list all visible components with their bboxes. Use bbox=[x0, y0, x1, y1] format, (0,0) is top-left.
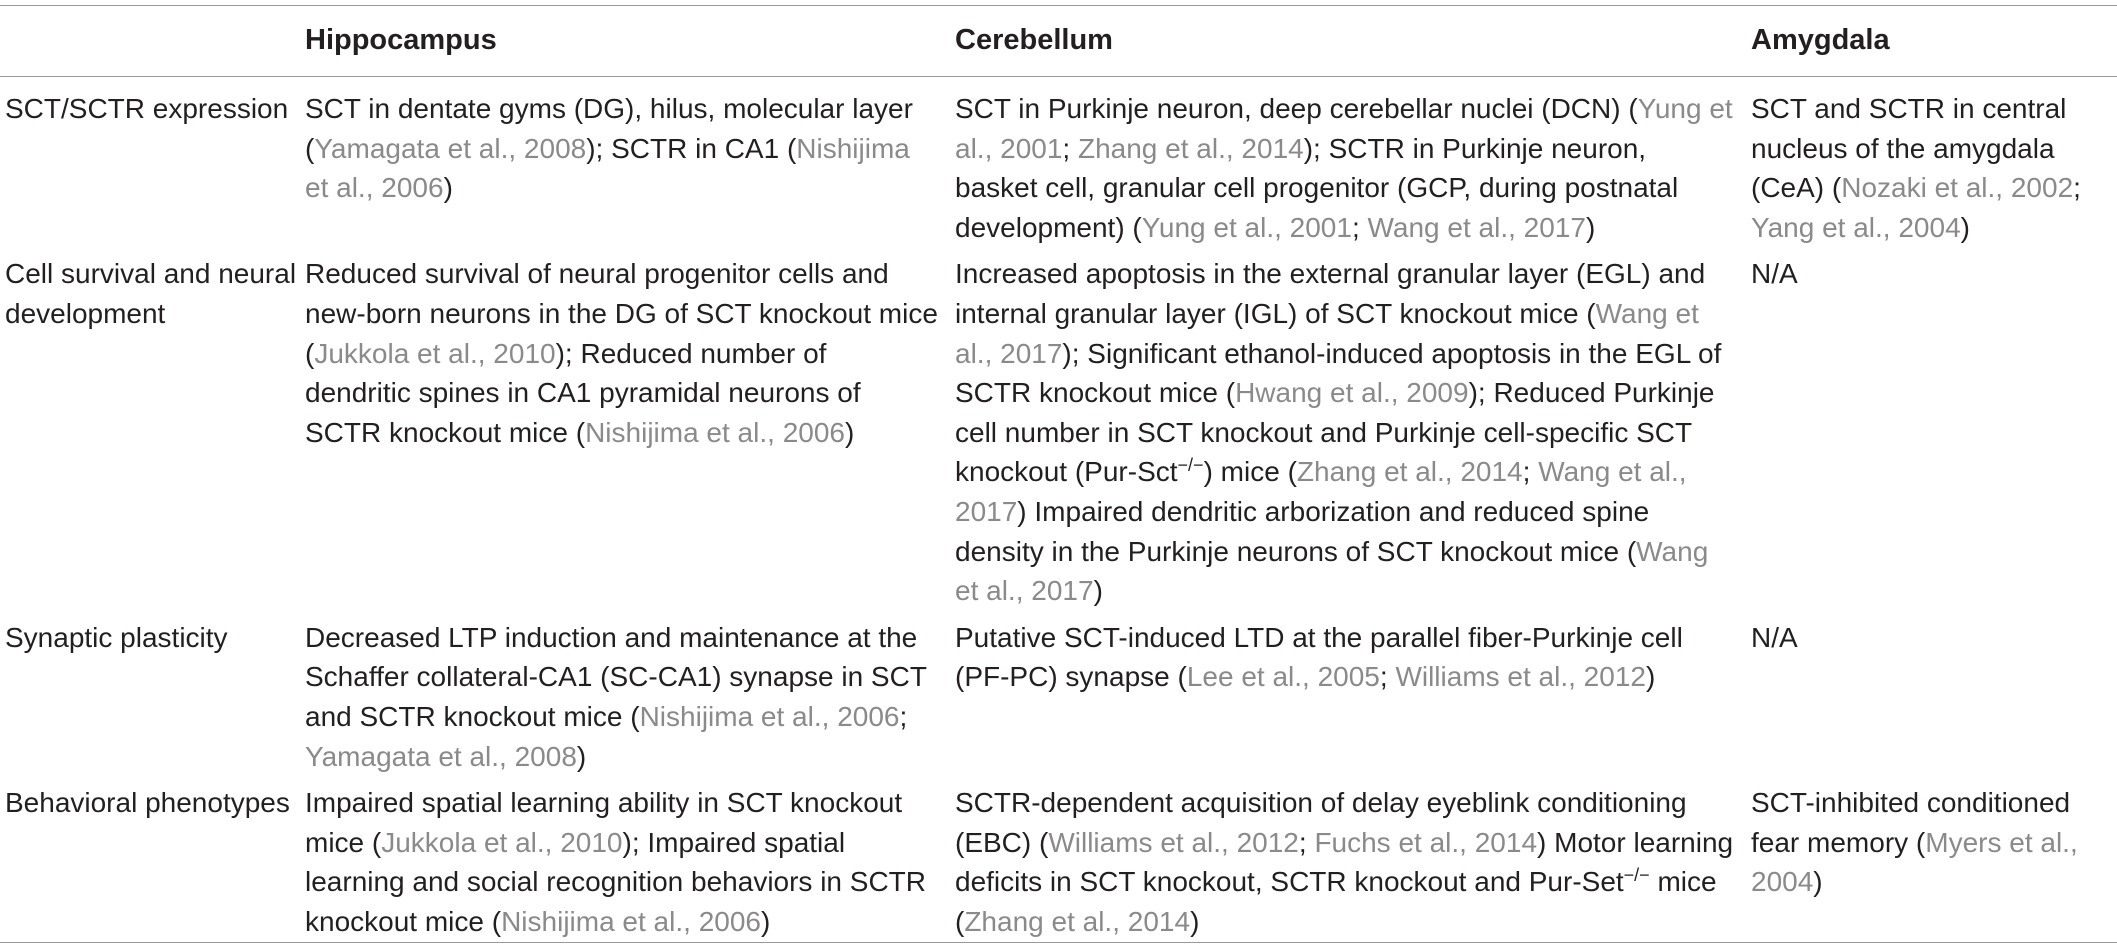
cell-text: SCT in Purkinje neuron, deep cerebellar nuclei (DCN) ( bbox=[955, 93, 1638, 124]
citation-reference[interactable]: Wang et al., 2017 bbox=[1367, 211, 1586, 243]
cell-cerebellum bbox=[950, 247, 1746, 610]
cell-text: Impaired spatial learning ability in SCT knockout mice ( bbox=[305, 787, 903, 858]
cell-hippocampus bbox=[300, 611, 950, 776]
header-empty bbox=[0, 6, 300, 77]
cell-text: ; bbox=[1379, 661, 1396, 693]
secretin-function-table bbox=[0, 5, 2117, 941]
cell-text: ; bbox=[2073, 172, 2081, 204]
citation-reference[interactable]: Nishijima et al., 2006 bbox=[305, 132, 910, 204]
cell-text: ) bbox=[443, 172, 453, 204]
cell-text: N/A bbox=[1751, 258, 1798, 290]
cell-cerebellum bbox=[950, 77, 1746, 248]
cell-amygdala bbox=[1746, 247, 2117, 610]
table-row bbox=[0, 776, 2117, 941]
cell-text: Increased apoptosis in the external granular layer (EGL) and internal granular layer (IGL) of SCT knockout mice ( bbox=[955, 258, 1706, 329]
citation-reference[interactable]: Lee et al., 2005 bbox=[1186, 661, 1380, 693]
cell-text: ) bbox=[1960, 211, 1970, 243]
cell-text: ) bbox=[1093, 575, 1103, 607]
table-header-row bbox=[0, 6, 2117, 77]
superscript-text: −/− bbox=[1623, 865, 1650, 886]
cell-hippocampus bbox=[300, 776, 950, 941]
citation-reference[interactable]: Zhang et al., 2014 bbox=[1296, 456, 1523, 488]
cell-text: mice ( bbox=[955, 866, 1717, 937]
cell-text: SCT in dentate gyms (DG), hilus, molecular layer ( bbox=[305, 93, 913, 164]
superscript-text: −/− bbox=[1177, 455, 1204, 476]
row-label: Cell survival and neural development bbox=[5, 258, 297, 329]
cell-text: ); SCTR in CA1 ( bbox=[586, 132, 797, 164]
cell-amygdala bbox=[1746, 776, 2117, 941]
citation-reference[interactable]: Nozaki et al., 2002 bbox=[1841, 172, 2074, 204]
cell-amygdala bbox=[1746, 611, 2117, 776]
cell-text: ) bbox=[1190, 905, 1200, 937]
cell-hippocampus bbox=[300, 77, 950, 248]
cell-text: ; bbox=[1062, 132, 1078, 164]
citation-reference[interactable]: Zhang et al., 2014 bbox=[964, 905, 1191, 937]
cell-text: N/A bbox=[1751, 621, 1798, 653]
cell-text: ); Impaired spatial learning and social recognition behaviors in SCTR knockout mice ( bbox=[305, 826, 927, 937]
cell-text: ); Reduced Purkinje cell number in SCT knockout and Purkinje cell-specific SCT knockout (Pur-Sct bbox=[955, 377, 1715, 488]
citation-reference[interactable]: Williams et al., 2012 bbox=[1395, 661, 1646, 693]
citation-reference[interactable]: Wang et al., 2017 bbox=[955, 456, 1687, 527]
row-label: Behavioral phenotypes bbox=[5, 787, 290, 819]
cell-cerebellum bbox=[950, 776, 1746, 941]
citation-reference[interactable]: Williams et al., 2012 bbox=[1048, 826, 1299, 858]
cell-text: ; bbox=[899, 700, 908, 732]
header-amygdala: Amygdala bbox=[1751, 23, 1890, 56]
cell-text: Putative SCT-induced LTD at the parallel fiber-Purkinje cell (PF-PC) synapse ( bbox=[955, 621, 1683, 693]
table-body bbox=[0, 77, 2117, 942]
table-bottom-rule bbox=[0, 942, 2117, 943]
citation-reference[interactable]: Wang et al., 2017 bbox=[955, 297, 1699, 369]
table-row bbox=[0, 77, 2117, 248]
table-row bbox=[0, 247, 2117, 610]
cell-text: ) bbox=[760, 905, 771, 937]
citation-reference[interactable]: Yung et al., 2001 bbox=[1141, 211, 1352, 243]
cell-text: Decreased LTP induction and maintenance at the Schaffer collateral-CA1 (SC-CA1) synapse in SCT and SCTR knockout mice ( bbox=[305, 621, 927, 732]
cell-text: ); Significant ethanol-induced apoptosis in the EGL of SCTR knockout mice ( bbox=[955, 337, 1722, 409]
cell-amygdala bbox=[1746, 77, 2117, 248]
cell-text: ); Reduced number of dendritic spines in CA1 pyramidal neurons of SCTR knockout mice ( bbox=[305, 337, 861, 448]
cell-text: ) Impaired dendritic arborization and reduced spine density in the Purkinje neurons of SCT knockout mice ( bbox=[955, 495, 1650, 567]
cell-text: ) Motor learning deficits in SCT knockout, SCTR knockout and Pur-Set bbox=[955, 826, 1734, 898]
cell-text: ) bbox=[1585, 211, 1596, 243]
citation-reference[interactable]: Yung et al., 2001 bbox=[955, 93, 1733, 164]
header-hippocampus: Hippocampus bbox=[305, 23, 497, 56]
citation-reference[interactable]: Wang et al., 2017 bbox=[955, 535, 1709, 607]
cell-text: ; bbox=[1298, 826, 1315, 858]
row-label: SCT/SCTR expression bbox=[5, 93, 289, 124]
citation-reference[interactable]: Jukkola et al., 2010 bbox=[314, 337, 556, 369]
cell-text: ); SCTR in Purkinje neuron, basket cell, granular cell progenitor (GCP, during postnatal development) ( bbox=[955, 132, 1679, 243]
citation-reference[interactable]: Hwang et al., 2009 bbox=[1235, 377, 1469, 409]
cell-hippocampus bbox=[300, 247, 950, 610]
cell-text: ; bbox=[1522, 456, 1539, 488]
cell-text: ) bbox=[1645, 661, 1656, 693]
citation-reference[interactable]: Yamagata et al., 2008 bbox=[305, 740, 577, 772]
cell-text: ) bbox=[844, 416, 855, 448]
cell-cerebellum bbox=[950, 611, 1746, 776]
cell-text: SCTR-dependent acquisition of delay eyeblink conditioning (EBC) ( bbox=[955, 787, 1687, 858]
cell-text: ) mice ( bbox=[1203, 456, 1297, 488]
cell-text: ) bbox=[576, 740, 587, 772]
row-label: Synaptic plasticity bbox=[5, 621, 228, 653]
citation-reference[interactable]: Jukkola et al., 2010 bbox=[381, 826, 623, 858]
citation-reference[interactable]: Nishijima et al., 2006 bbox=[585, 416, 845, 448]
cell-text: Reduced survival of neural progenitor cells and new-born neurons in the DG of SCT knockout mice ( bbox=[305, 258, 938, 369]
cell-text: SCT and SCTR in central nucleus of the amygdala (CeA) ( bbox=[1751, 93, 2067, 204]
citation-reference[interactable]: Myers et al., 2004 bbox=[1751, 826, 2078, 898]
citation-reference[interactable]: Yamagata et al., 2008 bbox=[314, 132, 587, 164]
citation-reference[interactable]: Nishijima et al., 2006 bbox=[501, 905, 761, 937]
table-row bbox=[0, 611, 2117, 776]
citation-reference[interactable]: Zhang et al., 2014 bbox=[1077, 132, 1304, 164]
citation-reference[interactable]: Fuchs et al., 2014 bbox=[1314, 826, 1538, 858]
cell-text: ; bbox=[1351, 211, 1368, 243]
cell-text: SCT-inhibited conditioned fear memory ( bbox=[1751, 787, 2071, 858]
citation-reference[interactable]: Yang et al., 2004 bbox=[1751, 211, 1961, 243]
citation-reference[interactable]: Nishijima et al., 2006 bbox=[639, 700, 900, 732]
cell-text: ) bbox=[1813, 866, 1823, 898]
header-cerebellum: Cerebellum bbox=[955, 23, 1113, 56]
